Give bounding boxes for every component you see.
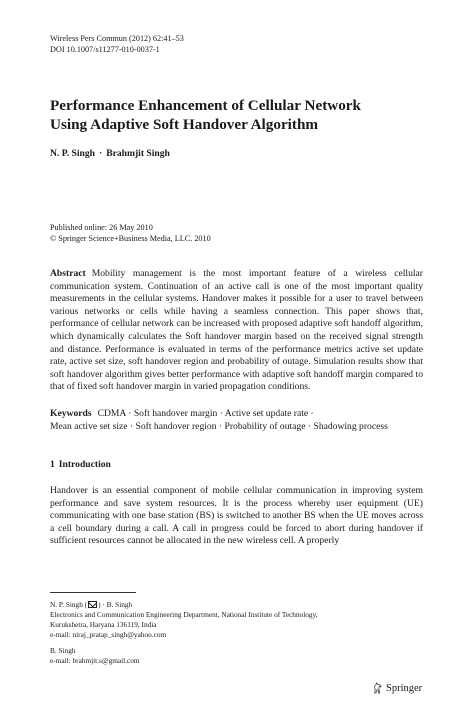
- publication-info: [50, 222, 211, 244]
- email-2: e-mail: brahmjit.s@gmail.com: [50, 655, 140, 665]
- journal-citation: Wireless Pers Commun (2012) 62:41–53: [50, 34, 184, 43]
- section-heading: [50, 459, 111, 470]
- affiliation-line-2: Kurukshetra, Haryana 136119, India: [50, 619, 157, 629]
- author-2: Brahmjit Singh: [106, 148, 170, 159]
- author-1: N. P. Singh: [50, 148, 95, 159]
- author-list: [50, 148, 170, 159]
- keywords-label: Keywords: [50, 408, 92, 419]
- abstract-text: Mobility management is the most important feature of a wireless cellular communication system. Continuation of an active call is one of the most important quality measurements in the cellular systems. Handover makes it possible for a user to travel between various networks or cells while having a seamless connection. This paper shows that, performance of cellular network can be increased with proposed adaptive soft handoff algorithm, which dynamically calculates the Soft handover margin based on the received signal strength and distance. Performance is evaluated in terms of the performance metrics active set update rate, active set size, soft handover region and probability of outage. Simulation results show that soft handover algorithm gives better performance with adaptive soft handoff margin compared to that of fixed soft handover margin in varied propagation conditions.: [50, 268, 423, 393]
- abstract: [50, 268, 423, 394]
- publisher-logo: [372, 682, 422, 694]
- springer-horse-icon: [372, 682, 383, 694]
- journal-header: [50, 33, 184, 55]
- paper-title: [50, 96, 430, 134]
- footnote-divider: [50, 592, 136, 593]
- title-line-1: Performance Enhancement of Cellular Network: [50, 97, 361, 114]
- copyright-notice: © Springer Science+Business Media, LLC. 2010: [50, 234, 211, 243]
- envelope-icon: [88, 601, 97, 608]
- email-1: e-mail: niraj_pratap_singh@yahoo.com: [50, 629, 167, 639]
- footnote-name-b: ) · B. Singh: [98, 600, 133, 609]
- author-separator: ·: [98, 148, 103, 159]
- published-online: Published online: 26 May 2010: [50, 223, 153, 232]
- publisher-name: Springer: [386, 682, 423, 694]
- introduction-text: Handover is an essential component of mobile cellular communication in improving system performance and save system resources. It is the process whereby user equipment (UE) communicating with one base station (BS) is switched to another BS when the UE moves across a cell boundary during a call. A call in progress could be forced to abort during handover if sufficient resources cannot be allocated in the new wireless cell. A properly: [50, 485, 423, 547]
- section-number: 1: [50, 459, 55, 470]
- journal-doi: DOI 10.1007/s11277-010-0037-1: [50, 45, 160, 54]
- abstract-label: Abstract: [50, 268, 86, 279]
- keywords: [50, 408, 423, 433]
- title-line-2: Using Adaptive Soft Handover Algorithm: [50, 116, 319, 133]
- corresponding-author: [50, 600, 430, 610]
- section-title: Introduction: [58, 459, 111, 470]
- keywords-line-1: CDMA · Soft handover margin · Active set update rate ·: [97, 408, 314, 419]
- footnote-name-a: N. P. Singh (: [50, 600, 88, 609]
- keywords-line-2: Mean active set size · Soft handover region · Probability of outage · Shadowing process: [50, 420, 388, 432]
- author-2-name: B. Singh: [50, 645, 76, 655]
- affiliation-line-1: Electronics and Communication Engineering Department, National Institute of Technology,: [50, 609, 318, 619]
- author-footnote: [50, 600, 430, 665]
